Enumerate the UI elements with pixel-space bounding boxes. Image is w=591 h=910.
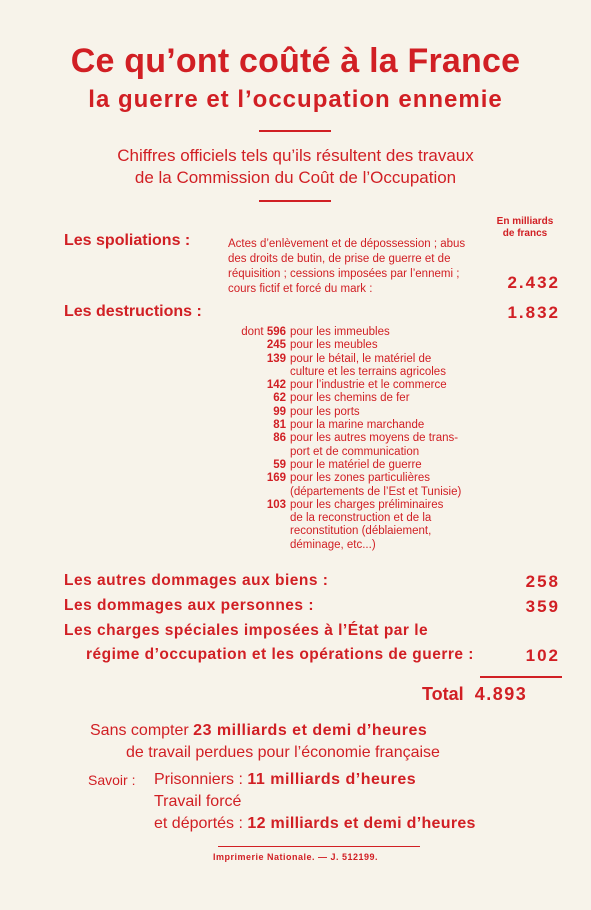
breakdown-text-line: pour les meubles [290, 339, 378, 352]
breakdown-amount [232, 339, 290, 352]
breakdown-amount [232, 353, 290, 366]
breakdown-number: 99 [273, 405, 286, 418]
closing-line-2: de travail perdues pour l’économie française [126, 744, 440, 761]
breakdown-row [232, 392, 512, 405]
breakdown-number: 596 [266, 326, 286, 338]
breakdown-description [290, 472, 512, 499]
divider-footer [218, 846, 420, 847]
breakdown-text-line: port et de communication [290, 445, 420, 458]
autres-dommages-amount: 258 [525, 572, 560, 591]
breakdown-number: 59 [273, 458, 286, 471]
breakdown-description [290, 499, 512, 552]
breakdown-text-line: (départements de l’Est et Tunisie) [290, 485, 462, 498]
breakdown-text-line: pour la marine marchande [290, 419, 425, 432]
breakdown-number: 62 [273, 392, 286, 405]
breakdown-row [232, 406, 512, 419]
breakdown-text-line: pour les zones particulières [290, 472, 430, 485]
breakdown-number: 142 [266, 379, 286, 392]
prisonniers-value: 11 milliards d’heures [247, 771, 417, 788]
breakdown-text-line: pour les chemins de fer [290, 392, 410, 405]
savoir-label: Savoir : [88, 772, 136, 788]
breakdown-text-line: de la reconstruction et de la [290, 512, 432, 525]
destructions-label: Les destructions : [64, 303, 202, 320]
breakdown-amount [232, 406, 290, 419]
total-label: Total [422, 684, 464, 704]
breakdown-row [232, 472, 512, 499]
breakdown-amount [232, 432, 290, 445]
breakdown-text-line: pour l’industrie et le commerce [290, 379, 447, 392]
breakdown-text-line: pour les ports [290, 405, 360, 418]
dommages-personnes-amount: 359 [525, 597, 560, 616]
breakdown-prefix: dont [241, 326, 264, 338]
subtitle-line-2: de la Commission du Coût de l’Occupation [134, 168, 457, 187]
breakdown-amount [232, 419, 290, 432]
prisonniers-row [154, 771, 416, 789]
deportes-row [154, 815, 476, 833]
breakdown-amount [232, 472, 290, 485]
breakdown-number: 169 [266, 472, 286, 485]
units-label [486, 216, 564, 240]
breakdown-text-line: pour les immeubles [290, 326, 390, 338]
breakdown-text-line: pour les autres moyens de trans- [290, 432, 459, 445]
breakdown-row [232, 419, 512, 432]
breakdown-description [290, 379, 512, 392]
destructions-amount: 1.832 [507, 303, 560, 322]
closing-prefix: Sans compter [90, 722, 189, 739]
spoliations-description: Actes d’enlèvement et de dépossession ; abus des droits de butin, de prise de guerre et de réquisition ; cessions imposées par l’ennemi ; cours fictif et forcé du mark : [228, 238, 466, 295]
prisonniers-label: Prisonniers : [154, 771, 243, 788]
breakdown-text-line: pour les charges préliminaires [290, 498, 444, 511]
breakdown-number: 245 [266, 339, 286, 352]
breakdown-number: 103 [266, 498, 286, 511]
title-line-2: la guerre et l’occupation ennemie [88, 86, 503, 113]
breakdown-row [232, 459, 512, 472]
breakdown-row [232, 339, 512, 352]
units-line-2: de francs [502, 228, 548, 239]
breakdown-text-line: pour le matériel de guerre [290, 458, 422, 471]
travail-force-label: Travail forcé [154, 793, 242, 810]
dommages-personnes-label: Les dommages aux personnes : [64, 597, 315, 614]
closing-line-1 [90, 722, 427, 740]
breakdown-number: 86 [273, 432, 286, 445]
breakdown-amount [232, 326, 290, 339]
charges-speciales-amount: 102 [525, 646, 560, 665]
deportes-value: 12 milliards et demi d’heures [247, 815, 476, 832]
charges-speciales-line-1: Les charges spéciales imposées à l’État par le [64, 622, 429, 639]
breakdown-amount [232, 379, 290, 392]
breakdown-description [290, 339, 512, 352]
spoliations-label: Les spoliations : [64, 232, 191, 249]
divider-total [480, 676, 562, 678]
breakdown-description [290, 419, 512, 432]
printer-imprint: Imprimerie Nationale. — J. 512199. [212, 852, 379, 862]
closing-hours-total: 23 milliards et demi d’heures [193, 722, 428, 739]
divider-top [259, 130, 331, 132]
breakdown-description [290, 459, 512, 472]
autres-dommages-label: Les autres dommages aux biens : [64, 572, 329, 589]
spoliations-amount: 2.432 [507, 273, 560, 292]
breakdown-number: 139 [266, 352, 286, 365]
breakdown-row [232, 326, 512, 339]
deportes-label: et déportés : [154, 815, 243, 832]
total-amount: 4.893 [474, 684, 528, 704]
subtitle-line-1: Chiffres officiels tels qu’ils résultent des travaux [117, 146, 474, 165]
breakdown-text-line: pour le bétail, le matériel de [290, 352, 432, 365]
breakdown-row [232, 499, 512, 552]
units-line-1: En milliards [496, 216, 554, 227]
destructions-breakdown [232, 326, 512, 552]
divider-middle [259, 200, 331, 202]
title-line-1: Ce qu’ont coûté à la France [70, 42, 521, 80]
breakdown-number: 81 [273, 419, 286, 432]
breakdown-description [290, 326, 512, 339]
breakdown-row [232, 379, 512, 392]
breakdown-amount [232, 499, 290, 512]
breakdown-amount [232, 392, 290, 405]
breakdown-description [290, 432, 512, 459]
total-row [422, 684, 527, 705]
breakdown-row [232, 353, 512, 380]
charges-speciales-line-2: régime d’occupation et les opérations de guerre : [86, 646, 474, 663]
breakdown-amount [232, 459, 290, 472]
breakdown-text-line: reconstitution (déblaiement, [290, 525, 432, 538]
breakdown-description [290, 353, 512, 380]
breakdown-description [290, 406, 512, 419]
breakdown-description [290, 392, 512, 405]
breakdown-text-line: culture et les terrains agricoles [290, 365, 446, 378]
breakdown-row [232, 432, 512, 459]
breakdown-text-line: déminage, etc...) [290, 538, 376, 551]
